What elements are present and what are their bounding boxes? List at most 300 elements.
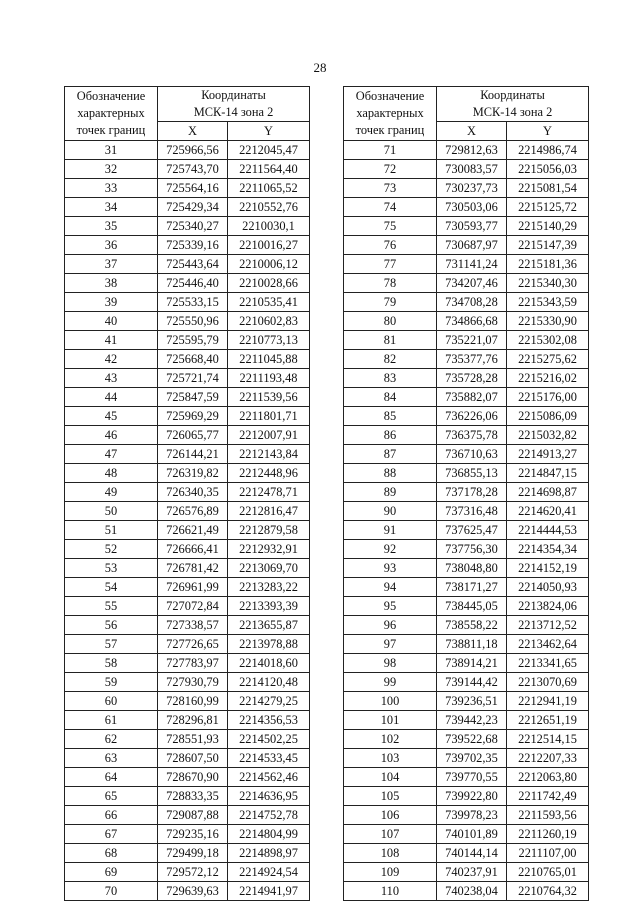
table-row (65, 654, 310, 673)
point-number-cell: 44 (65, 388, 158, 407)
point-number-cell: 81 (344, 331, 437, 350)
x-coordinate-cell: 725721,74 (158, 369, 228, 388)
table-row (65, 825, 310, 844)
y-coordinate-cell: 2214847,15 (507, 464, 589, 483)
x-coordinate-cell: 735728,28 (437, 369, 507, 388)
y-coordinate-cell: 2215147,39 (507, 236, 589, 255)
y-coordinate-cell: 2212143,84 (228, 445, 310, 464)
y-coordinate-cell: 2212448,96 (228, 464, 310, 483)
x-coordinate-cell: 726621,49 (158, 521, 228, 540)
table-row (344, 483, 589, 502)
x-coordinate-cell: 739236,51 (437, 692, 507, 711)
y-coordinate-cell: 2212045,47 (228, 141, 310, 160)
y-coordinate-cell: 2210016,27 (228, 236, 310, 255)
y-coordinate-cell: 2212514,15 (507, 730, 589, 749)
y-coordinate-cell: 2214804,99 (228, 825, 310, 844)
y-coordinate-cell: 2215086,09 (507, 407, 589, 426)
x-coordinate-cell: 739522,68 (437, 730, 507, 749)
point-number-cell: 58 (65, 654, 158, 673)
table-row (65, 768, 310, 787)
y-coordinate-cell: 2215081,54 (507, 179, 589, 198)
y-coordinate-cell: 2214924,54 (228, 863, 310, 882)
x-coordinate-cell: 727783,97 (158, 654, 228, 673)
point-number-cell: 78 (344, 274, 437, 293)
point-number-cell: 45 (65, 407, 158, 426)
x-coordinate-cell: 739922,80 (437, 787, 507, 806)
table-row (65, 730, 310, 749)
table-row (344, 597, 589, 616)
point-number-cell: 32 (65, 160, 158, 179)
y-coordinate-cell: 2213978,88 (228, 635, 310, 654)
x-coordinate-cell: 725595,79 (158, 331, 228, 350)
x-coordinate-cell: 740144,14 (437, 844, 507, 863)
x-coordinate-cell: 734866,68 (437, 312, 507, 331)
y-coordinate-cell: 2211564,40 (228, 160, 310, 179)
y-coordinate-cell: 2213655,87 (228, 616, 310, 635)
y-coordinate-cell: 2211107,00 (507, 844, 589, 863)
point-number-cell: 50 (65, 502, 158, 521)
y-coordinate-cell: 2210602,83 (228, 312, 310, 331)
point-number-cell: 98 (344, 654, 437, 673)
y-coordinate-cell: 2215125,72 (507, 198, 589, 217)
point-number-cell: 49 (65, 483, 158, 502)
point-number-cell: 72 (344, 160, 437, 179)
table-row (344, 768, 589, 787)
table-row (344, 559, 589, 578)
header-point-name (65, 87, 158, 141)
x-coordinate-cell: 738914,21 (437, 654, 507, 673)
y-coordinate-cell: 2214502,25 (228, 730, 310, 749)
x-coordinate-cell: 734708,28 (437, 293, 507, 312)
table-row (65, 255, 310, 274)
x-coordinate-cell: 737756,30 (437, 540, 507, 559)
x-coordinate-cell: 738811,18 (437, 635, 507, 654)
y-coordinate-cell: 2213824,06 (507, 597, 589, 616)
table-row (65, 578, 310, 597)
table-row (65, 616, 310, 635)
point-number-cell: 76 (344, 236, 437, 255)
table-row (344, 540, 589, 559)
y-coordinate-cell: 2211045,88 (228, 350, 310, 369)
table-row (65, 407, 310, 426)
x-coordinate-cell: 725847,59 (158, 388, 228, 407)
x-coordinate-cell: 727726,65 (158, 635, 228, 654)
point-number-cell: 83 (344, 369, 437, 388)
y-coordinate-cell: 2215176,00 (507, 388, 589, 407)
y-coordinate-cell: 2210765,01 (507, 863, 589, 882)
table-row (65, 635, 310, 654)
point-number-cell: 85 (344, 407, 437, 426)
point-number-cell: 95 (344, 597, 437, 616)
y-coordinate-cell: 2212941,19 (507, 692, 589, 711)
x-coordinate-cell: 727072,84 (158, 597, 228, 616)
y-coordinate-cell: 2210535,41 (228, 293, 310, 312)
point-number-cell: 79 (344, 293, 437, 312)
point-number-cell: 33 (65, 179, 158, 198)
table-row (65, 445, 310, 464)
y-coordinate-cell: 2212063,80 (507, 768, 589, 787)
point-number-cell: 94 (344, 578, 437, 597)
header-coordinates (158, 87, 310, 122)
y-coordinate-cell: 2215275,62 (507, 350, 589, 369)
x-coordinate-cell: 736710,63 (437, 445, 507, 464)
y-coordinate-cell: 2215340,30 (507, 274, 589, 293)
x-coordinate-cell: 738171,27 (437, 578, 507, 597)
point-number-cell: 60 (65, 692, 158, 711)
table-row (65, 312, 310, 331)
x-coordinate-cell: 736226,06 (437, 407, 507, 426)
x-coordinate-cell: 728607,50 (158, 749, 228, 768)
header-y: Y (228, 122, 310, 141)
y-coordinate-cell: 2214698,87 (507, 483, 589, 502)
table-row (344, 844, 589, 863)
x-coordinate-cell: 739702,35 (437, 749, 507, 768)
y-coordinate-cell: 2214444,53 (507, 521, 589, 540)
table-row (344, 160, 589, 179)
point-number-cell: 51 (65, 521, 158, 540)
point-number-cell: 40 (65, 312, 158, 331)
x-coordinate-cell: 738445,05 (437, 597, 507, 616)
point-number-cell: 37 (65, 255, 158, 274)
x-coordinate-cell: 739442,23 (437, 711, 507, 730)
x-coordinate-cell: 730503,06 (437, 198, 507, 217)
table-row (65, 863, 310, 882)
header-point-name-line: точек границ (76, 123, 146, 137)
table-body-right (344, 141, 589, 901)
y-coordinate-cell: 2214152,19 (507, 559, 589, 578)
point-number-cell: 80 (344, 312, 437, 331)
x-coordinate-cell: 730687,97 (437, 236, 507, 255)
y-coordinate-cell: 2215302,08 (507, 331, 589, 350)
x-coordinate-cell: 740237,91 (437, 863, 507, 882)
x-coordinate-cell: 729235,16 (158, 825, 228, 844)
table-row (65, 236, 310, 255)
y-coordinate-cell: 2215343,59 (507, 293, 589, 312)
point-number-cell: 96 (344, 616, 437, 635)
header-point-name-line: характерных (356, 106, 424, 120)
x-coordinate-cell: 725966,56 (158, 141, 228, 160)
y-coordinate-cell: 2213712,52 (507, 616, 589, 635)
point-number-cell: 105 (344, 787, 437, 806)
table-row (65, 787, 310, 806)
y-coordinate-cell: 2211193,48 (228, 369, 310, 388)
y-coordinate-cell: 2215140,29 (507, 217, 589, 236)
x-coordinate-cell: 731141,24 (437, 255, 507, 274)
x-coordinate-cell: 726065,77 (158, 426, 228, 445)
table-row (65, 141, 310, 160)
point-number-cell: 66 (65, 806, 158, 825)
table-row (65, 293, 310, 312)
point-number-cell: 68 (65, 844, 158, 863)
y-coordinate-cell: 2212932,91 (228, 540, 310, 559)
y-coordinate-cell: 2215216,02 (507, 369, 589, 388)
table-row (344, 825, 589, 844)
point-number-cell: 59 (65, 673, 158, 692)
point-number-cell: 64 (65, 768, 158, 787)
table-row (65, 882, 310, 901)
point-number-cell: 87 (344, 445, 437, 464)
table-row (65, 217, 310, 236)
point-number-cell: 100 (344, 692, 437, 711)
x-coordinate-cell: 726576,89 (158, 502, 228, 521)
table-row (65, 388, 310, 407)
table-row (65, 426, 310, 445)
point-number-cell: 57 (65, 635, 158, 654)
table-row (344, 141, 589, 160)
table-row (344, 217, 589, 236)
x-coordinate-cell: 725533,15 (158, 293, 228, 312)
x-coordinate-cell: 738048,80 (437, 559, 507, 578)
y-coordinate-cell: 2213283,22 (228, 578, 310, 597)
x-coordinate-cell: 729499,18 (158, 844, 228, 863)
table-row (344, 388, 589, 407)
header-y: Y (507, 122, 589, 141)
x-coordinate-cell: 737316,48 (437, 502, 507, 521)
y-coordinate-cell: 2214913,27 (507, 445, 589, 464)
x-coordinate-cell: 734207,46 (437, 274, 507, 293)
x-coordinate-cell: 729572,12 (158, 863, 228, 882)
header-coordinates-line: Координаты (201, 88, 266, 102)
y-coordinate-cell: 2214620,41 (507, 502, 589, 521)
point-number-cell: 99 (344, 673, 437, 692)
point-number-cell: 54 (65, 578, 158, 597)
table-row (65, 540, 310, 559)
point-number-cell: 46 (65, 426, 158, 445)
point-number-cell: 91 (344, 521, 437, 540)
x-coordinate-cell: 735377,76 (437, 350, 507, 369)
table-row (65, 483, 310, 502)
y-coordinate-cell: 2215181,36 (507, 255, 589, 274)
y-coordinate-cell: 2210030,1 (228, 217, 310, 236)
x-coordinate-cell: 740238,04 (437, 882, 507, 901)
x-coordinate-cell: 725340,27 (158, 217, 228, 236)
table-row (344, 616, 589, 635)
x-coordinate-cell: 728670,90 (158, 768, 228, 787)
point-number-cell: 93 (344, 559, 437, 578)
y-coordinate-cell: 2213341,65 (507, 654, 589, 673)
coordinates-table-left (64, 86, 310, 901)
point-number-cell: 70 (65, 882, 158, 901)
y-coordinate-cell: 2212879,58 (228, 521, 310, 540)
header-point-name-line: Обозначение (355, 89, 425, 103)
table-row (65, 464, 310, 483)
y-coordinate-cell: 2214356,53 (228, 711, 310, 730)
x-coordinate-cell: 728296,81 (158, 711, 228, 730)
y-coordinate-cell: 2214986,74 (507, 141, 589, 160)
table-row (65, 331, 310, 350)
table-row (344, 863, 589, 882)
table-row (344, 673, 589, 692)
table-row (65, 274, 310, 293)
table-row (344, 749, 589, 768)
y-coordinate-cell: 2214018,60 (228, 654, 310, 673)
table-row (344, 369, 589, 388)
table-row (344, 179, 589, 198)
table-row (344, 521, 589, 540)
y-coordinate-cell: 2215056,03 (507, 160, 589, 179)
point-number-cell: 90 (344, 502, 437, 521)
y-coordinate-cell: 2210552,76 (228, 198, 310, 217)
y-coordinate-cell: 2211742,49 (507, 787, 589, 806)
table-row (344, 464, 589, 483)
y-coordinate-cell: 2212651,19 (507, 711, 589, 730)
point-number-cell: 42 (65, 350, 158, 369)
point-number-cell: 61 (65, 711, 158, 730)
point-number-cell: 63 (65, 749, 158, 768)
x-coordinate-cell: 726340,35 (158, 483, 228, 502)
header-point-name (344, 87, 437, 141)
y-coordinate-cell: 2213070,69 (507, 673, 589, 692)
point-number-cell: 67 (65, 825, 158, 844)
point-number-cell: 86 (344, 426, 437, 445)
x-coordinate-cell: 739978,23 (437, 806, 507, 825)
point-number-cell: 71 (344, 141, 437, 160)
point-number-cell: 38 (65, 274, 158, 293)
x-coordinate-cell: 726319,82 (158, 464, 228, 483)
y-coordinate-cell: 2211539,56 (228, 388, 310, 407)
table-row (65, 673, 310, 692)
table-row (65, 198, 310, 217)
y-coordinate-cell: 2214636,95 (228, 787, 310, 806)
y-coordinate-cell: 2214898,97 (228, 844, 310, 863)
table-row (344, 293, 589, 312)
x-coordinate-cell: 725668,40 (158, 350, 228, 369)
header-point-name-line: Обозначение (76, 89, 146, 103)
x-coordinate-cell: 725564,16 (158, 179, 228, 198)
table-row (344, 635, 589, 654)
header-point-name-line: характерных (77, 106, 145, 120)
point-number-cell: 52 (65, 540, 158, 559)
point-number-cell: 101 (344, 711, 437, 730)
table-row (344, 787, 589, 806)
x-coordinate-cell: 730083,57 (437, 160, 507, 179)
y-coordinate-cell: 2212816,47 (228, 502, 310, 521)
table-row (65, 179, 310, 198)
table-row (344, 730, 589, 749)
y-coordinate-cell: 2213069,70 (228, 559, 310, 578)
table-row (344, 255, 589, 274)
x-coordinate-cell: 739770,55 (437, 768, 507, 787)
table-row (344, 426, 589, 445)
point-number-cell: 109 (344, 863, 437, 882)
x-coordinate-cell: 729639,63 (158, 882, 228, 901)
point-number-cell: 103 (344, 749, 437, 768)
table-row (344, 882, 589, 901)
header-point-name-line: точек границ (355, 123, 425, 137)
y-coordinate-cell: 2214533,45 (228, 749, 310, 768)
x-coordinate-cell: 725446,40 (158, 274, 228, 293)
x-coordinate-cell: 730593,77 (437, 217, 507, 236)
point-number-cell: 43 (65, 369, 158, 388)
x-coordinate-cell: 725443,64 (158, 255, 228, 274)
x-coordinate-cell: 728833,35 (158, 787, 228, 806)
table-row (344, 198, 589, 217)
point-number-cell: 92 (344, 540, 437, 559)
x-coordinate-cell: 736375,78 (437, 426, 507, 445)
y-coordinate-cell: 2210773,13 (228, 331, 310, 350)
point-number-cell: 73 (344, 179, 437, 198)
y-coordinate-cell: 2214562,46 (228, 768, 310, 787)
x-coordinate-cell: 725743,70 (158, 160, 228, 179)
x-coordinate-cell: 735221,07 (437, 331, 507, 350)
table-row (344, 331, 589, 350)
header-coordinates-line: МСК-14 зона 2 (472, 105, 553, 119)
coordinates-table-right (343, 86, 589, 901)
table-row (65, 521, 310, 540)
table-row (65, 711, 310, 730)
y-coordinate-cell: 2210764,32 (507, 882, 589, 901)
table-row (65, 160, 310, 179)
table-row (344, 578, 589, 597)
y-coordinate-cell: 2214279,25 (228, 692, 310, 711)
table-row (344, 654, 589, 673)
header-coordinates-line: МСК-14 зона 2 (193, 105, 274, 119)
point-number-cell: 39 (65, 293, 158, 312)
y-coordinate-cell: 2212207,33 (507, 749, 589, 768)
point-number-cell: 34 (65, 198, 158, 217)
y-coordinate-cell: 2211801,71 (228, 407, 310, 426)
table-row (65, 844, 310, 863)
point-number-cell: 88 (344, 464, 437, 483)
table-row (65, 350, 310, 369)
point-number-cell: 55 (65, 597, 158, 616)
y-coordinate-cell: 2210028,66 (228, 274, 310, 293)
table-row (344, 502, 589, 521)
y-coordinate-cell: 2211593,56 (507, 806, 589, 825)
x-coordinate-cell: 727930,79 (158, 673, 228, 692)
table-row (65, 597, 310, 616)
point-number-cell: 69 (65, 863, 158, 882)
x-coordinate-cell: 738558,22 (437, 616, 507, 635)
point-number-cell: 102 (344, 730, 437, 749)
table-row (344, 274, 589, 293)
table-row (65, 559, 310, 578)
point-number-cell: 62 (65, 730, 158, 749)
x-coordinate-cell: 730237,73 (437, 179, 507, 198)
table-row (344, 236, 589, 255)
point-number-cell: 53 (65, 559, 158, 578)
x-coordinate-cell: 729087,88 (158, 806, 228, 825)
y-coordinate-cell: 2213393,39 (228, 597, 310, 616)
y-coordinate-cell: 2214752,78 (228, 806, 310, 825)
header-x: X (437, 122, 507, 141)
x-coordinate-cell: 725969,29 (158, 407, 228, 426)
x-coordinate-cell: 726144,21 (158, 445, 228, 464)
point-number-cell: 47 (65, 445, 158, 464)
point-number-cell: 89 (344, 483, 437, 502)
y-coordinate-cell: 2211260,19 (507, 825, 589, 844)
y-coordinate-cell: 2212478,71 (228, 483, 310, 502)
point-number-cell: 48 (65, 464, 158, 483)
x-coordinate-cell: 725550,96 (158, 312, 228, 331)
point-number-cell: 75 (344, 217, 437, 236)
point-number-cell: 74 (344, 198, 437, 217)
point-number-cell: 97 (344, 635, 437, 654)
point-number-cell: 77 (344, 255, 437, 274)
x-coordinate-cell: 725429,34 (158, 198, 228, 217)
header-coordinates (437, 87, 589, 122)
table-row (65, 502, 310, 521)
y-coordinate-cell: 2214941,97 (228, 882, 310, 901)
y-coordinate-cell: 2212007,91 (228, 426, 310, 445)
table-row (344, 445, 589, 464)
y-coordinate-cell: 2215330,90 (507, 312, 589, 331)
table-row (65, 369, 310, 388)
x-coordinate-cell: 726781,42 (158, 559, 228, 578)
point-number-cell: 65 (65, 787, 158, 806)
y-coordinate-cell: 2211065,52 (228, 179, 310, 198)
x-coordinate-cell: 729812,63 (437, 141, 507, 160)
